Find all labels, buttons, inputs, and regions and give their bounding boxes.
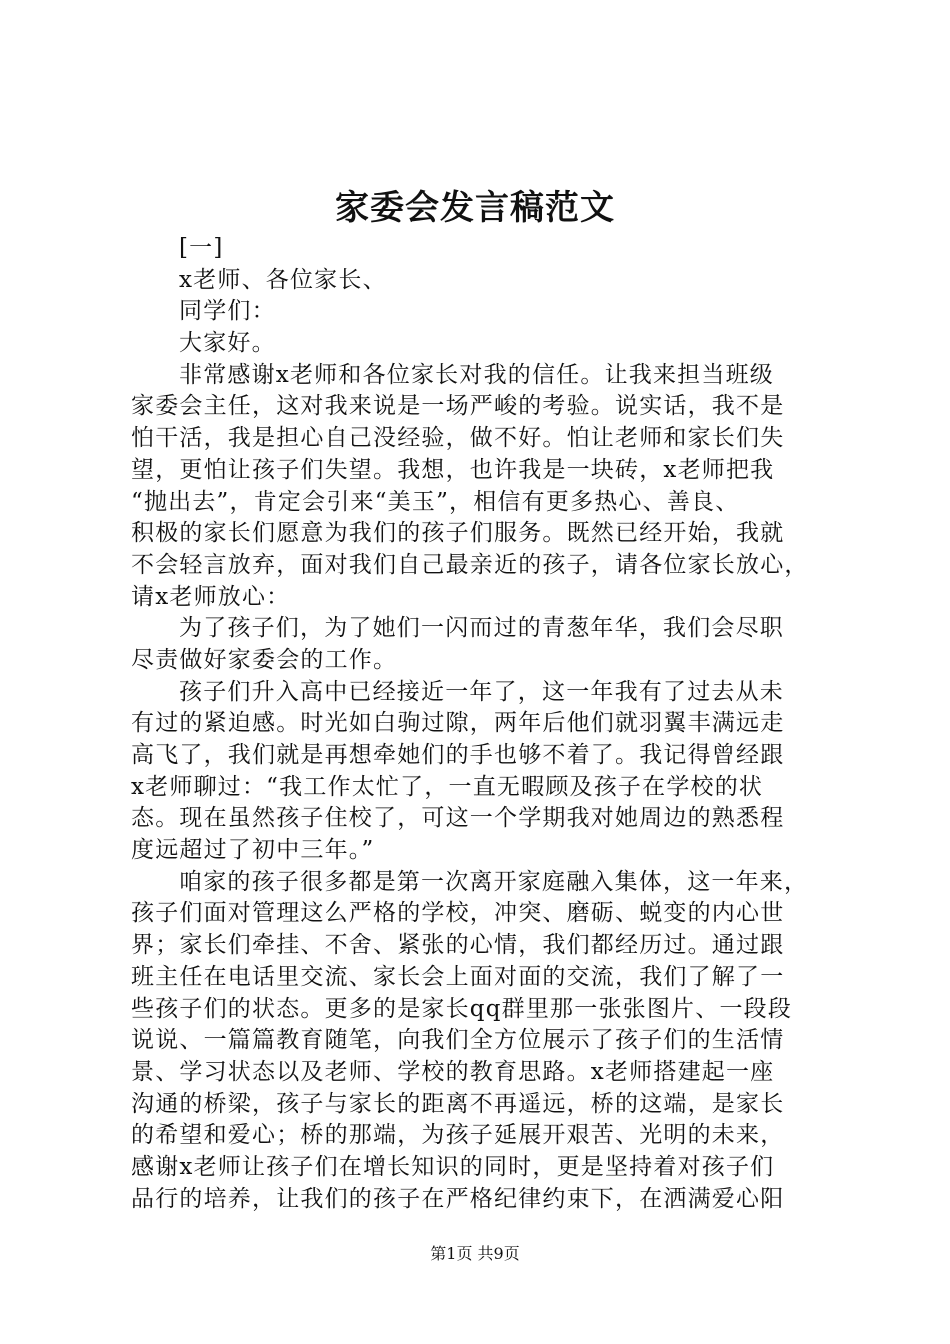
text-line: 态。现在虽然孩子住校了，可这一个学期我对她周边的熟悉程 [131,805,785,832]
text-line: [一] [179,235,224,261]
text-line: 景、学习状态以及老师、学校的教育思路。x老师搭建起一座 [131,1058,775,1085]
text-line: 咱家的孩子很多都是第一次离开家庭融入集体，这一年来， [179,868,809,895]
text-line: 大家好。 [179,330,276,357]
document-body [131,233,831,1215]
text-line: 非常感谢x老师和各位家长对我的信任。让我来担当班级 [179,361,774,388]
text-line: 为了孩子们，为了她们一闪而过的青葱年华，我们会尽职 [179,615,784,642]
text-line: 孩子们升入高中已经接近一年了，这一年我有了过去从未 [179,678,784,705]
text-line: 不会轻言放弃，面对我们自己最亲近的孩子，请各位家长放心， [131,551,809,578]
text-line: 品行的培养，让我们的孩子在严格纪律约束下，在洒满爱心阳 [131,1185,785,1212]
text-line: 尽责做好家委会的工作。 [131,646,398,673]
text-line: 感谢x老师让孩子们在增长知识的同时，更是坚持着对孩子们 [131,1153,775,1180]
text-line: x老师、各位家长、 [179,266,387,293]
text-line: 请x老师放心： [131,583,291,610]
text-line: 高飞了，我们就是再想牵她们的手也够不着了。我记得曾经跟 [131,742,785,768]
page-footer: 第1页 共9页 [430,1244,520,1263]
text-line: x老师聊过：“我工作太忙了，一直无暇顾及孩子在学校的状 [131,773,764,800]
text-line: 有过的紧迫感。时光如白驹过隙，两年后他们就羽翼丰满远走 [131,710,785,737]
text-line: 的希望和爱心；桥的那端，为孩子延展开艰苦、光明的未来， [131,1122,785,1149]
text-line: 说说、一篇篇教育随笔，向我们全方位展示了孩子们的生活情 [131,1027,785,1054]
text-line: 望，更怕让孩子们失望。我想，也许我是一块砖，x老师把我 [131,456,775,483]
document-title: 家委会发言稿范文 [335,188,615,228]
text-line: 孩子们面对管理这么严格的学校，冲突、磨砺、蜕变的内心世 [131,900,785,927]
text-line: 积极的家长们愿意为我们的孩子们服务。既然已经开始，我就 [131,520,785,547]
text-line: 沟通的桥梁，孩子与家长的距离不再遥远，桥的这端，是家长 [131,1090,785,1117]
text-line: 界；家长们牵挂、不舍、紧张的心情，我们都经历过。通过跟 [131,932,785,959]
text-line: “抛出去”，肯定会引来“美玉”，相信有更多热心、善良、 [131,488,740,515]
text-line: 怕干活，我是担心自己没经验，做不好。怕让老师和家长们失 [131,425,785,452]
text-line: 度远超过了初中三年。” [131,837,375,864]
text-line: 同学们： [179,298,276,325]
text-line: 些孩子们的状态。更多的是家长qq群里那一张张图片、一段段 [131,995,793,1022]
text-line: 班主任在电话里交流、家长会上面对面的交流，我们了解了一 [131,963,785,990]
text-line: 家委会主任，这对我来说是一场严峻的考验。说实话，我不是 [131,393,785,420]
